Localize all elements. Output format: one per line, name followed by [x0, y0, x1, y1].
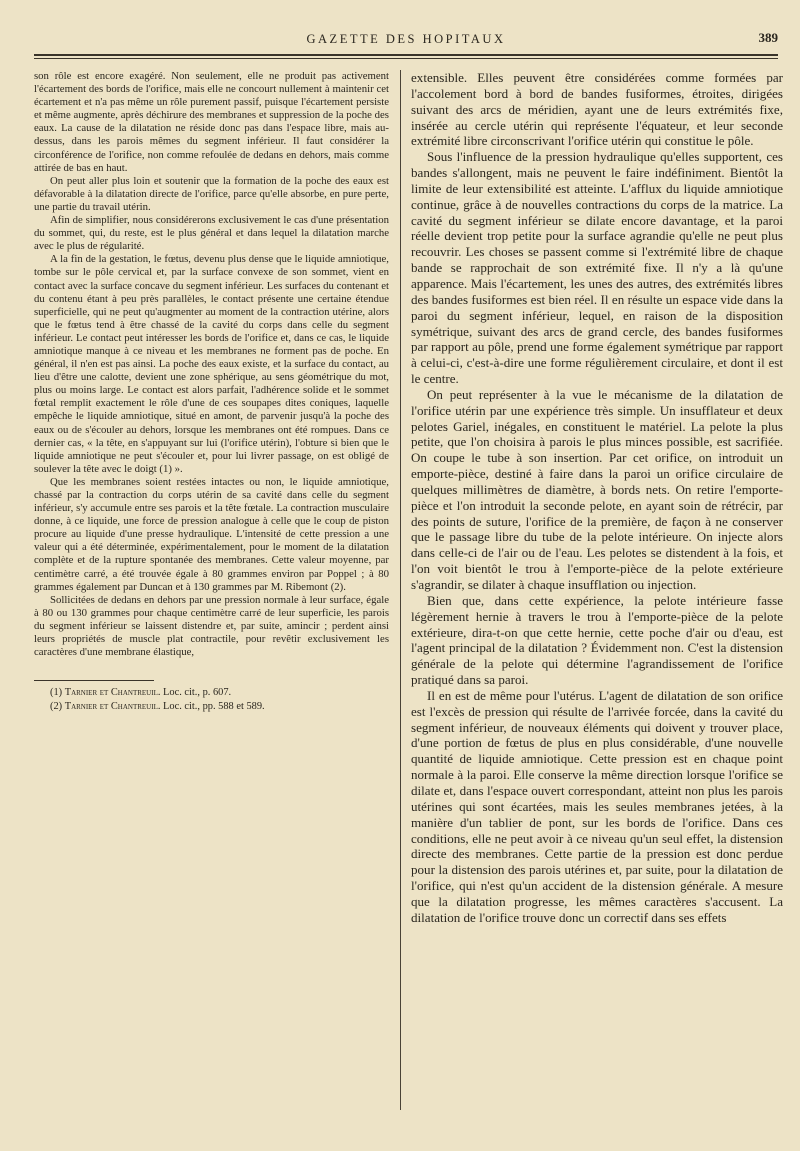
page-number: 389 — [758, 30, 778, 45]
paragraph: Bien que, dans cette expérience, la pelote intérieure fasse légèrement hernie à travers le trou à l'emporte-pièce de la pelote extérieure, dira-t-on que cette hernie, cette poche d'air ou d'eau, est l'agent principal de la dilatation ? Évidemment non. C'est la distension générale de la pelote qui détermine l'agrandissement de l'orifice pratiqué dans sa paroi. — [411, 592, 783, 688]
paragraph: extensible. Elles peuvent être considérées comme formées par l'accolement bord à bord de bandes fusiformes, étroites, dirigées suivant des arcs de méridien, ayant une de leurs extrémités fixe, insérée au cercle utérin qui représente l'équateur, et leur seconde extrémité libre circonscrivant l'orifice utérin qui constitue le pôle. — [411, 70, 783, 149]
page-header — [34, 30, 778, 52]
footnotes — [50, 686, 389, 713]
footnote-reference: . Loc. cit., pp. 588 et 589. — [157, 700, 265, 712]
footnote-rule — [34, 680, 154, 681]
footnote — [50, 700, 389, 714]
paragraph: On peut aller plus loin et soutenir que la formation de la poche des eaux est défavorable à la dilatation directe de l'orifice, parce qu'elle absorbe, en pure perte, une partie du travail utérin. — [34, 174, 389, 213]
right-column — [411, 70, 783, 926]
paragraph: Que les membranes soient restées intactes ou non, le liquide amniotique, chassé par la contraction du corps utérin de sa cavité dans celle du segment inférieur, s'y accumule entre ses parois et la tête fœtale. La contraction musculaire donne, à ce liquide, une force de pression analogue à celle que le coup de piston procure au liquide d'une presse hydraulique. L'intensité de cette pression a une valeur qui a été déterminée, expérimentalement, pour le moment de la dilatation complète et de la rupture spontanée des membranes. Cette valeur moyenne, par centimètre carré, a été trouvée égale à 80 grammes environ par Poppel ; à 80 grammes également par Duncan et à 130 grammes par M. Ribemont (2). — [34, 475, 389, 593]
footnote — [50, 686, 389, 700]
column-divider — [400, 70, 401, 1110]
footnote-authors: Tarnier et Chantreuil — [64, 700, 158, 712]
paragraph: son rôle est encore exagéré. Non seulement, elle ne produit pas activement l'écartement des bords de l'orifice, mais elle ne concourt nullement à maintenir cet écartement et n'a pas même un rôle purement passif, puisque l'écartement persiste et même augmente, après déchirure des membranes et suppression de la poche des eaux. La cause de la dilatation ne réside donc pas dans l'espace libre, mais au-dessus, dans les parois mêmes du segment inférieur. Il faut considérer la circonférence de l'orifice, non comme refoulée de dedans en dehors, mais comme attirée de bas en haut. — [34, 70, 389, 174]
footnote-marker: (2) — [50, 700, 65, 712]
paragraph: A la fin de la gestation, le fœtus, devenu plus dense que le liquide amniotique, tombe sur le pôle cervical et, par la surface convexe de son sommet, vient en contact avec la surface concave du segment inférieur. Les surfaces du contenant et du contenu étant à peu près parallèles, le contact présente une certaine étendue superficielle, qui ne peut qu'augmenter au moment de la contraction utérine, alors que le fœtus tend à être chassé de la cavité du corps dans celle du segment inférieur. Le contact peut intéresser les bords de l'orifice et, dans ce cas, le liquide amniotique manque à ce niveau et les membranes ne forment pas de poche. En général, il n'en est pas ainsi. La poche des eaux existe, et la surface du contact, au lieu d'être une calotte, devient une zone sphérique, au sens géométrique du mot, plus ou moins large. Le contact est alors parfait, l'adhérence solide et le sommet fœtal remplit exactement le rôle d'une de ces soupapes dites coniques, laquelle empêche le liquide amniotique, situé en amont, de parvenir jusqu'à la poche des eaux ou de s'écouler au dehors, lorsque les membranes ont été rompues. Dans ce dernier cas, « la tête, en s'appuyant sur lui (l'orifice utérin), l'obture si bien que le liquide amniotique ne peut s'écouler et, pour lui livrer passage, on est obligé de soulever la tête avec le doigt (1) ». — [34, 253, 389, 475]
header-rule — [34, 54, 778, 56]
header-rule-thin — [34, 58, 778, 59]
paragraph: Afin de simplifier, nous considérerons exclusivement le cas d'une présentation du sommet, qui, du reste, est le plus général et dans lequel la dilatation marche avec le plus de régularité. — [34, 214, 389, 253]
footnote-authors: Tarnier et Chantreuil — [64, 687, 158, 698]
footnote-marker: (1) — [50, 687, 65, 698]
footnote-reference: . Loc. cit., p. 607. — [157, 687, 232, 698]
paragraph: Il en est de même pour l'utérus. L'agent de dilatation de son orifice est l'excès de pression qui résulte de l'arrivée forcée, dans la cavité du segment inférieur, de nouveaux éléments qui doivent y trouver place, d'une portion de fœtus de plus en plus considérable, d'une nouvelle quantité de liquide amniotique. Cette pression est en chaque point normale à la paroi. Elle conserve la même direction lorsque l'orifice se dilate et, dans l'espace ouvert correspondant, atteint non plus les parois utérines qui sont écartées, mais les seules membranes jetées, à la manière d'un tablier de pont, sur les bords de l'orifice. Dans ces conditions, elle ne peut avoir à ce niveau qu'un seul effet, la distension directe des membranes. Cette partie de la pression est donc perdue pour la distension des parois utérines et, par suite, pour la dilatation de l'orifice, qui n'est qu'un accident de la distension générale. A mesure que la dilatation progresse, les mêmes caractères s'accusent. La dilatation de l'orifice trouve donc un correctif dans ses effets — [411, 687, 783, 925]
paragraph: Sous l'influence de la pression hydraulique qu'elles supportent, ces bandes s'allongent, mais ne peuvent le faire indéfiniment. Bientôt la limite de leur extensibilité est atteinte. L'afflux du liquide amniotique continue, grâce à de nouvelles contractions du corps de la matrice. La cavité du segment inférieur se dilate encore davantage, et la paroi réelle devient trop petite pour la surface agrandie qu'elle ne peut plus recouvrir. Les choses se passent comme si l'extrémité libre de chaque bande se rapprochait de son extrémité fixe. Il n'y a là qu'une apparence. Mais l'écartement, les unes des autres, des extrémités libres des bandes fusiformes est bien réel. Il en résulte un espace vide dans la paroi du segment inférieur, lequel, en raison de la disposition symétrique, suivant des arcs de grand cercle, des bandes fusiformes par rapport au pôle, prend une forme également symétrique par rapport à celui-ci, c'est-à-dire une forme régulièrement circulaire, et dont il est le centre. — [411, 149, 783, 387]
running-title: GAZETTE DES HOPITAUX — [306, 32, 506, 46]
paragraph: On peut représenter à la vue le mécanisme de la dilatation de l'orifice utérin par une expérience très simple. Un insufflateur et deux pelotes Gariel, inégales, en constituent le matériel. La pelote la plus petite, que l'on choisira à parois le plus minces possible, est sacrifiée. On coupe le tube à son insertion. Par cet orifice, on introduit un emporte-pièce, destiné à faire dans la paroi un orifice circulaire de quelques millimètres de diamètre, à bords nets. On retire l'emporte-pièce et l'on introduit la seconde pelote, en ayant soin de rétrécir, par des points de suture, l'orifice de la première, de façon à ne conserver que le passage libre du tube de la pelote intérieure. On injecte alors dans celle-ci de l'air ou de l'eau. Les pelotes se distendent à la fois, et l'on voit bientôt le trou à l'emporte-pièce de la pelote extérieure s'agrandir, se dilater à chaque insufflation ou injection. — [411, 386, 783, 592]
left-column — [34, 70, 389, 659]
paragraph: Sollicitées de dedans en dehors par une pression normale à leur surface, égale à 80 ou 130 grammes pour chaque centimètre carré de leur superficie, les parois du segment inférieur se laissent distendre et, par suite, amincir ; perdent ainsi leurs propriétés de muscle plat contractile, pour revêtir exclusivement les caractères d'une membrane élastique, — [34, 593, 389, 659]
